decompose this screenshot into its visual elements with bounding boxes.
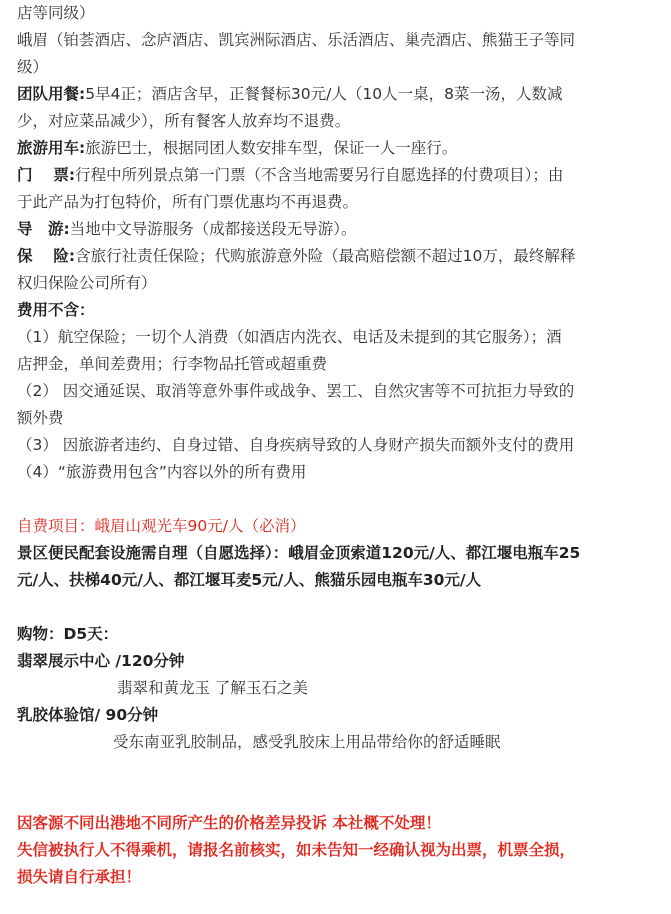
transport-label: 旅游用车: — [17, 139, 86, 157]
shop-latex-hall: 乳胶体验馆/ 90分钟 — [17, 706, 159, 724]
excluded-item-2: （2） 因交通延误、取消等意外事件或战争、罢工、自然灾害等不可抗拒力导致的 — [17, 382, 575, 400]
excluded-item-2-cont: 额外费 — [17, 409, 64, 427]
price-complaint-notice: 因客源不同出港地不同所产生的价格差异投诉 本社概不处理！ — [17, 814, 441, 832]
meals-text: 5早4正；酒店含早，正餐餐标30元/人（10人一桌，8菜一汤，人数减 — [85, 85, 563, 103]
emei-hotels-tail: 级） — [17, 58, 49, 76]
dishonest-person-notice-cont: 损失请自行承担！ — [17, 868, 142, 886]
insurance-text-cont: 权归保险公司所有） — [17, 274, 157, 292]
shop-jade-desc: 翡翠和黄龙玉 了解玉石之美 — [117, 679, 308, 697]
guide-label: 导 游: — [17, 220, 70, 238]
spacer — [17, 486, 657, 513]
spacer — [17, 594, 657, 621]
optional-facilities-cont: 元/人、扶梯40元/人、都江堰耳麦5元/人、熊猫乐园电瓶车30元/人 — [17, 571, 482, 589]
tickets-text-cont: 于此产品为打包特价，所有门票优惠均不再退费。 — [17, 193, 359, 211]
hotel-note-tail: 店等同级） — [17, 4, 95, 22]
dishonest-person-notice: 失信被执行人不得乘机，请报名前核实，如未告知一经确认视为出票，机票全损， — [17, 841, 576, 859]
excluded-item-3: （3） 因旅游者违约、自身过错、自身疾病导致的人身财产损失而额外支付的费用 — [17, 436, 575, 454]
insurance-text: 含旅行社责任保险；代购旅游意外险（最高赔偿额不超过10万，最终解释 — [75, 247, 576, 265]
meals-text-cont: 少，对应菜品减少），所有餐客人放弃均不退费。 — [17, 112, 351, 130]
insurance-row — [17, 243, 657, 270]
excluded-heading: 费用不含： — [17, 301, 95, 319]
excluded-item-4: （4）“旅游费用包含”内容以外的所有费用 — [17, 463, 307, 481]
guide-text: 当地中文导游服务（成都接送段无导游）。 — [69, 220, 357, 238]
optional-facilities: 景区便民配套设施需自理（自愿选择）：峨眉金顶索道120元/人、都江堰电瓶车25 — [17, 544, 581, 562]
tickets-label: 门 票: — [17, 166, 76, 184]
meals-label: 团队用餐: — [17, 85, 86, 103]
self-pay-items: 自费项目：峨眉山观光车90元/人（必消） — [17, 517, 306, 535]
transport-text: 旅游巴士，根据同团人数安排车型，保证一人一座行。 — [85, 139, 458, 157]
shop-jade-center: 翡翠展示中心 /120分钟 — [17, 652, 185, 670]
emei-hotels: 峨眉（铂荟酒店、念庐酒店、凯宾洲际酒店、乐活酒店、巢壳酒店、熊猫王子等同 — [17, 31, 576, 49]
spacer — [17, 783, 657, 810]
guide-row — [17, 216, 657, 243]
excluded-item-1: （1）航空保险；一切个人消费（如酒店内洗衣、电话及未提到的其它服务）；酒 — [17, 328, 562, 346]
insurance-label: 保 险: — [17, 247, 76, 265]
meals-row — [17, 81, 657, 108]
tickets-row — [17, 162, 657, 189]
shopping-heading: 购物：D5天： — [17, 625, 119, 643]
spacer — [17, 756, 657, 783]
tickets-text: 行程中所列景点第一门票（不含当地需要另行自愿选择的付费项目）；由 — [75, 166, 564, 184]
shop-latex-desc: 受东南亚乳胶制品，感受乳胶床上用品带给你的舒适睡眠 — [113, 733, 501, 751]
excluded-item-1-cont: 店押金，单间差费用；行李物品托管或超重费 — [17, 355, 328, 373]
transport-row — [17, 135, 657, 162]
